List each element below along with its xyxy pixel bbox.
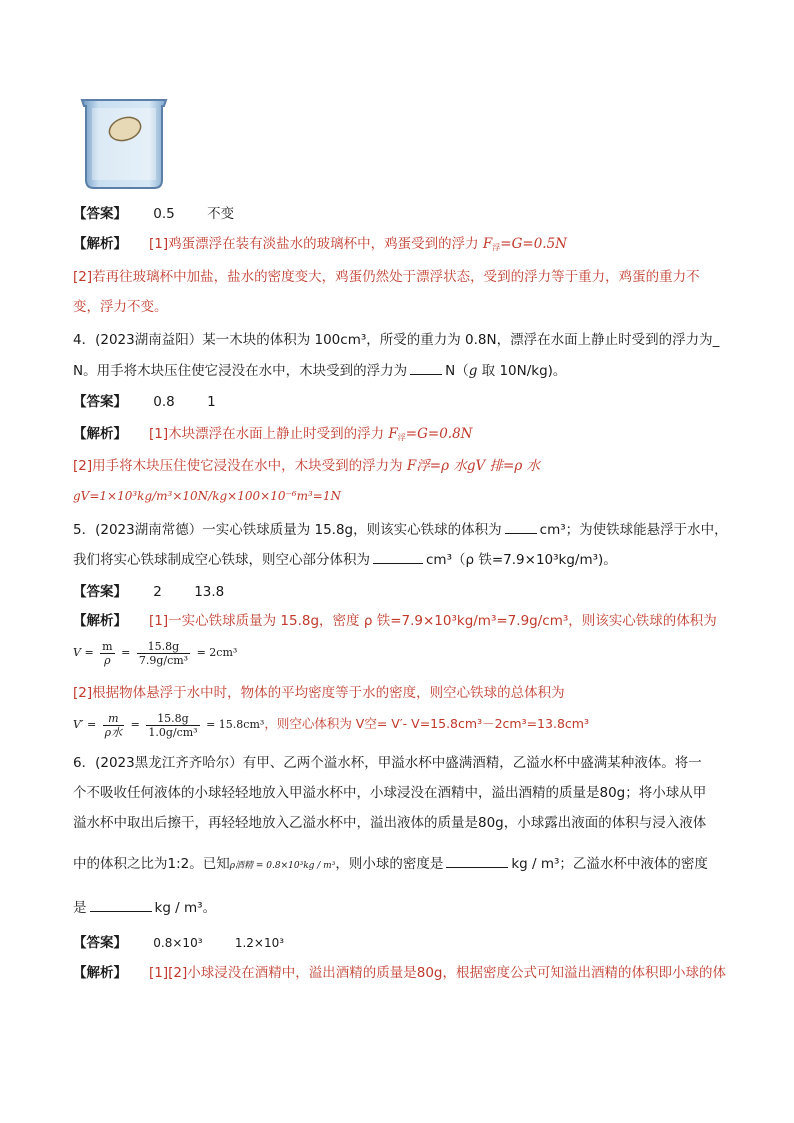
question-5-line-2 (73, 549, 617, 570)
question-6-line-5 (73, 897, 216, 918)
fraction-m-over-rho (100, 640, 114, 667)
answer-blank[interactable] (90, 897, 152, 912)
fraction-values (137, 640, 190, 667)
formula-result: = 15.8cm³ (206, 718, 265, 731)
question-text: cm³（ρ 铁=7.9×10³kg/m³)。 (426, 552, 617, 568)
hollow-volume-text: ，则空心体积为 V空= V′- V=15.8cm³－2cm³=13.8cm³ (264, 716, 589, 731)
analysis-line-5b: [2]根据物体悬浮于水中时，物体的平均密度等于水的密度，则空心铁球的总体积为 (73, 685, 565, 701)
answer-line-5 (73, 582, 252, 602)
answer-line-3 (73, 204, 262, 224)
question-text: 中的体积之比为1:2。已知 (73, 856, 230, 872)
question-text: kg / m³。 (154, 900, 217, 916)
answer-tag: 【答案】 (73, 584, 127, 600)
analysis-tag: 【解析】 (73, 613, 127, 629)
question-6-line-3: 溢水杯中取出后擦干，再轻轻地放入乙溢水杯中，溢出液体的质量是80g，小球露出液面的体积与浸入液体 (73, 815, 707, 831)
analysis-line-3c: 变，浮力不变。 (73, 299, 168, 315)
fraction-denominator: 7.9g/cm³ (138, 653, 189, 667)
g-symbol: g (468, 363, 478, 379)
analysis-line-3a (73, 234, 567, 258)
answer-blank[interactable] (505, 519, 537, 534)
question-text: 是 (73, 900, 87, 916)
equals-sign: = (130, 718, 140, 731)
answer-value-1: 0.5 (153, 206, 175, 222)
answer-tag: 【答案】 (73, 394, 127, 410)
question-6-line-2: 个不吸收任何液体的小球轻轻地放入甲溢水杯中，小球浸没在酒精中，溢出酒精的质量是80g；将小球从甲 (73, 785, 707, 801)
formula-total-volume (73, 708, 589, 741)
analysis-text: [1]木块漂浮在水面上静止时受到的浮力 (149, 426, 389, 442)
question-text: N。用手将木块压住使它浸没在水中，木块受到的浮力为 (73, 363, 408, 379)
fraction-numerator: 15.8g (146, 712, 199, 726)
analysis-tag: 【解析】 (73, 426, 127, 442)
fraction-m-over-rho-water (103, 712, 124, 739)
analysis-text: [1][2]小球浸没在酒精中，溢出酒精的质量是80g，根据密度公式可知溢出酒精的体积即小球的体 (149, 965, 726, 981)
question-4-line-2 (73, 360, 566, 381)
force-equation: =G=0.8N (405, 426, 473, 442)
fraction-numerator: 15.8g (137, 640, 190, 654)
answer-blank[interactable] (373, 549, 423, 564)
analysis-line-6a (73, 963, 726, 983)
question-6-line-4 (73, 853, 708, 876)
answer-tag: 【答案】 (73, 935, 127, 951)
force-equation: =G=0.5N (500, 236, 567, 252)
question-5-line-1 (73, 519, 728, 540)
answer-line-6 (73, 933, 312, 953)
formula-result: = 2cm³ (196, 646, 238, 659)
force-subscript: 浮 (492, 243, 501, 252)
fraction-denominator: ρ水 (104, 725, 123, 739)
analysis-text: [2]用手将木块压住使它浸没在水中，木块受到的浮力为 (73, 458, 407, 474)
question-text: 5．(2023湖南常德）一实心铁球质量为 15.8g，则该实心铁球的体积为 (73, 522, 502, 538)
fraction-denominator: 1.0g/cm³ (148, 725, 198, 739)
answer-value-1: 0.8×10³ (153, 936, 203, 950)
answer-tag: 【答案】 (73, 206, 127, 222)
fraction-numerator: m (102, 639, 113, 653)
question-text: kg / m³；乙溢水杯中液体的密度 (511, 856, 708, 872)
force-symbol: F (388, 426, 398, 442)
answer-blank[interactable] (410, 360, 442, 375)
fraction-numerator: m (103, 712, 124, 726)
equals-sign: = (121, 646, 131, 659)
formula-lhs: V = (73, 646, 94, 659)
question-text: N（ (445, 363, 469, 379)
analysis-text: [1]鸡蛋漂浮在装有淡盐水的玻璃杯中，鸡蛋受到的浮力 (149, 236, 483, 252)
analysis-line-5a (73, 611, 717, 631)
analysis-line-4b (73, 456, 540, 476)
analysis-text: [1]一实心铁球质量为 15.8g，密度 ρ 铁=7.9×10³kg/m³=7.9g/cm³，则该实心铁球的体积为 (149, 613, 717, 629)
question-text: ，则小球的密度是 (335, 856, 444, 872)
question-text: 我们将实心铁球制成空心铁球，则空心部分体积为 (73, 552, 370, 568)
answer-blank[interactable] (446, 853, 508, 868)
formula-volume (73, 638, 237, 668)
question-text: 取 10N/kg)。 (477, 363, 567, 379)
answer-value-2: 1 (207, 394, 216, 410)
answer-value-2: 1.2×10³ (234, 936, 285, 950)
answer-value-1: 0.8 (153, 394, 175, 410)
fraction-values (146, 712, 199, 739)
answer-value-1: 2 (153, 584, 162, 600)
beaker-with-egg-image (80, 98, 170, 190)
question-text: cm³；为使铁球能悬浮于水中， (539, 522, 728, 538)
analysis-tag: 【解析】 (73, 965, 127, 981)
answer-value-2: 13.8 (194, 584, 225, 600)
force-subscript: 浮 (397, 433, 406, 442)
analysis-line-4c: gV=1×10³kg/m³×10N/kg×100×10⁻⁶m³=1N (73, 489, 341, 503)
analysis-line-3b: [2]若再往玻璃杯中加盐，盐水的密度变大，鸡蛋仍然处于漂浮状态，受到的浮力等于重力，鸡蛋的重力不 (73, 269, 700, 285)
question-4-line-1: 4．(2023湖南益阳）某一木块的体积为 100cm³，所受的重力为 0.8N，漂浮在水面上静止时受到的浮力为_ (73, 332, 720, 348)
answer-line-4 (73, 392, 244, 412)
question-6-line-1: 6．(2023黑龙江齐齐哈尔）有甲、乙两个溢水杯，甲溢水杯中盛满酒精，乙溢水杯中盛满某种液体。将一 (73, 755, 702, 771)
formula-lhs: V′ = (73, 718, 97, 731)
force-symbol: F (482, 236, 493, 252)
buoyancy-formula: F浮=ρ 水gV 排=ρ 水 (406, 458, 541, 474)
analysis-line-4a (73, 424, 473, 448)
alcohol-density: ρ酒精 = 0.8×10³kg / m³ (229, 861, 336, 871)
fraction-denominator: ρ (104, 653, 111, 667)
answer-value-2: 不变 (207, 206, 235, 222)
analysis-tag: 【解析】 (73, 236, 127, 252)
